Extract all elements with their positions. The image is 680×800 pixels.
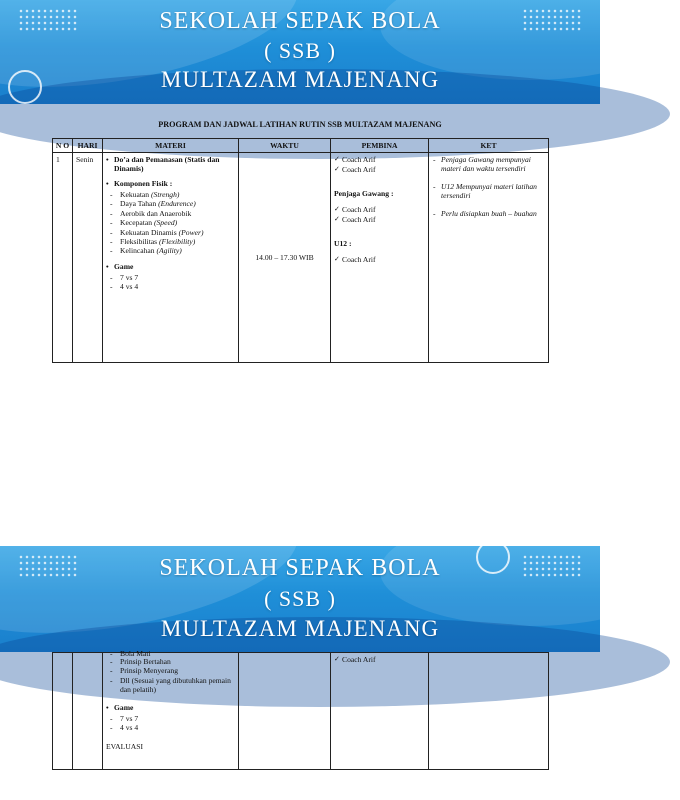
header-no: N O <box>53 139 73 153</box>
ket-item: - Penjaga Gawang mempunyai materi dan waktu tersendiri <box>432 155 545 174</box>
materi-game-title: • Game <box>106 262 235 271</box>
header-materi: MATERI <box>103 139 239 153</box>
banner-title-line3: MULTAZAM MAJENANG <box>160 616 440 641</box>
cell-hari: Senin <box>73 153 103 363</box>
materi-evaluasi: EVALUASI <box>106 742 143 752</box>
header-pembina: PEMBINA <box>331 139 429 153</box>
pembina-item: ✓ Coach Arif <box>334 165 425 175</box>
cell-materi <box>103 153 239 363</box>
banner-title-line2: ( SSB ) <box>264 586 336 611</box>
header-hari: HARI <box>73 139 103 153</box>
pembina-gk-title: Penjaga Gawang : <box>334 189 394 199</box>
list-item: - Dll (Sesuai yang dibutuhkan pemain dan pelatih) <box>106 676 235 695</box>
list-item: - Daya Tahan (Endurence) <box>106 199 235 208</box>
ket-item: - U12 Mempunyai materi latihan tersendiri <box>432 182 545 201</box>
materi-game-title: • Game <box>106 703 235 712</box>
banner-title-line1: SEKOLAH SEPAK BOLA <box>159 555 441 581</box>
cell-hari <box>73 653 103 770</box>
header-waktu: WAKTU <box>239 139 331 153</box>
cell-waktu <box>239 653 331 770</box>
header-ket: KET <box>429 139 549 153</box>
cell-no <box>53 653 73 770</box>
list-item: - 4 vs 4 <box>106 282 235 291</box>
list-item: - 7 vs 7 <box>106 273 235 282</box>
list-item: - Prinsip Bertahan <box>106 657 235 666</box>
cell-no: 1 <box>53 153 73 363</box>
list-item: - Bola Mati <box>106 653 235 657</box>
ket-item: - Perlu disiapkan buah – buahan <box>432 209 545 218</box>
schedule-table <box>52 138 549 363</box>
materi-komponen-title: • Komponen Fisik : <box>106 179 235 188</box>
list-item: - Prinsip Menyerang <box>106 666 235 675</box>
table-row <box>53 153 549 363</box>
cell-pembina <box>331 653 429 770</box>
cell-materi <box>103 649 239 770</box>
table-title: PROGRAM DAN JADWAL LATIHAN RUTIN SSB MULTAZAM MAJENANG <box>158 120 442 129</box>
banner-title-line1: SEKOLAH SEPAK BOLA <box>159 8 441 34</box>
banner-title-line3: MULTAZAM MAJENANG <box>160 67 440 92</box>
pembina-item: ✓ Coach Arif <box>334 255 425 265</box>
list-item: - Fleksibilitas (Flexibility) <box>106 237 235 246</box>
pembina-u12-title: U12 : <box>334 239 352 249</box>
list-item: - Kekuatan Dinamis (Power) <box>106 228 235 237</box>
cell-pembina <box>331 153 429 363</box>
list-item: - 4 vs 4 <box>106 723 235 732</box>
list-item: - Kecepatan (Speed) <box>106 218 235 227</box>
cell-waktu <box>239 153 331 363</box>
header-banner <box>0 0 600 104</box>
list-item: - Aerobik dan Anaerobik <box>106 209 235 218</box>
pembina-item: ✓ Coach Arif <box>334 155 425 165</box>
pembina-item: ✓ Coach Arif <box>334 655 425 665</box>
banner-title-line2: ( SSB ) <box>264 38 336 63</box>
table-header-row <box>53 139 549 153</box>
cell-ket <box>429 153 549 363</box>
cell-ket <box>429 653 549 770</box>
header-banner-page2 <box>0 546 600 652</box>
table-row <box>53 653 549 770</box>
list-item: - 7 vs 7 <box>106 714 235 723</box>
schedule-table-continued <box>52 649 549 770</box>
waktu-value: 14.00 – 17.30 WIB <box>255 253 314 262</box>
pembina-item: ✓ Coach Arif <box>334 205 425 215</box>
pembina-item: ✓ Coach Arif <box>334 215 425 225</box>
list-item: - Kelincahan (Agility) <box>106 246 235 255</box>
materi-intro: • Do’a dan Pemanasan (Statis dan Dinamis) <box>106 155 235 173</box>
list-item: - Kekuatan (Strengh) <box>106 190 235 199</box>
